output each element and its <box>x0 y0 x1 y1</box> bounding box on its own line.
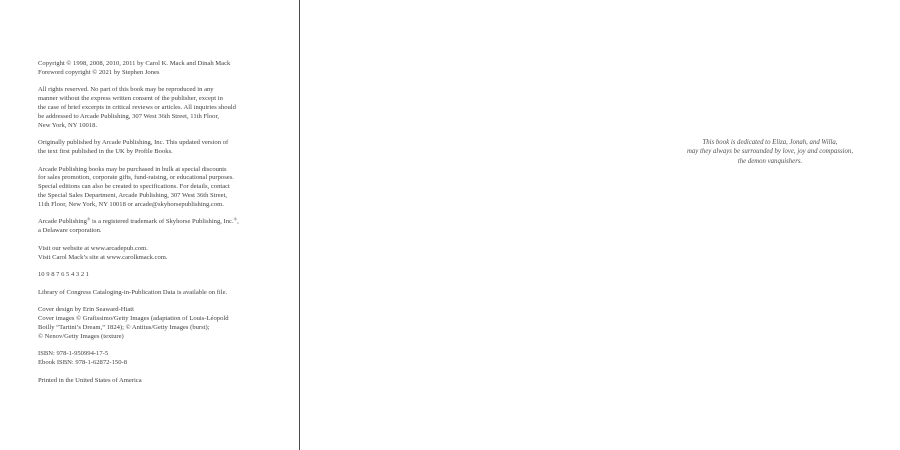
dedication-text <box>640 138 900 166</box>
printed-in: Printed in the United States of America <box>38 376 142 384</box>
copyright-text-block <box>38 60 288 385</box>
trademark-text-3: , a Delaware corporation. <box>38 218 239 235</box>
copyright-page <box>0 0 299 450</box>
dedication-line: This book is dedicated to Eliza, Jonah, and Willa, <box>702 139 838 146</box>
publication-history: Originally published by Arcade Publishing, Inc. This updated version of the text first published in the UK by Profile Books. <box>38 139 229 155</box>
dedication-page <box>300 0 854 450</box>
cip-data: Library of Congress Cataloging-in-Publication Data is available on file. <box>38 288 228 296</box>
dedication-line: may they always be surrounded by love, joy and compassion, <box>686 148 854 156</box>
registered-mark: ® <box>86 216 91 222</box>
rights-statement: All rights reserved. No part of this book may be reproduced in any manner without the express written consent of the publisher, except in the case of brief excerpts in critical reviews or articles. All inquiries should be addressed to Arcade Publishing, 307 West 36th Street, 11th Floor, New York, NY 10018. <box>38 86 236 129</box>
registered-mark: ® <box>233 216 238 222</box>
copyright-notice: Copyright © 1998, 2008, 2010, 2011 by Carol K. Mack and Dinah Mack Foreword copyright © 2021 by Stephen Jones <box>38 60 231 76</box>
dedication-line: the demon vanquishers. <box>737 157 803 165</box>
trademark-notice <box>38 218 288 236</box>
printing-line: 10 9 8 7 6 5 4 3 2 1 <box>38 271 90 279</box>
trademark-text-1: Arcade Publishing <box>38 218 87 226</box>
website-links: Visit our website at www.arcadepub.com. Visit Carol Mack’s site at www.carolkmack.com. <box>38 244 168 261</box>
cover-credits: Cover design by Erin Seaward-Hiatt Cover images © Grafissimo/Getty Images (adaptation of Louis-Léopold Boilly “Tartini’s Dream,” 1824); © Antitus/Getty Images (burst); © Nenov/Getty Images (texture) <box>38 306 229 340</box>
isbn-numbers: ISBN: 978-1-950994-17-5 Ebook ISBN: 978-1-62872-150-8 <box>38 350 128 367</box>
trademark-text-2: is a registered trademark of Skyhorse Publishing, Inc. <box>90 218 234 226</box>
bulk-sales-notice: Arcade Publishing books may be purchased in bulk at special discounts for sales promotion, corporate gifts, fund-raising, or educational purposes. Special editions can also be created to specifications. For details, contact the Special Sales Department, Arcade Publishing, 307 West 36th Street, 11th Floor, New York, NY 10018 or arcade@skyhorsepublishing.com. <box>38 165 234 208</box>
